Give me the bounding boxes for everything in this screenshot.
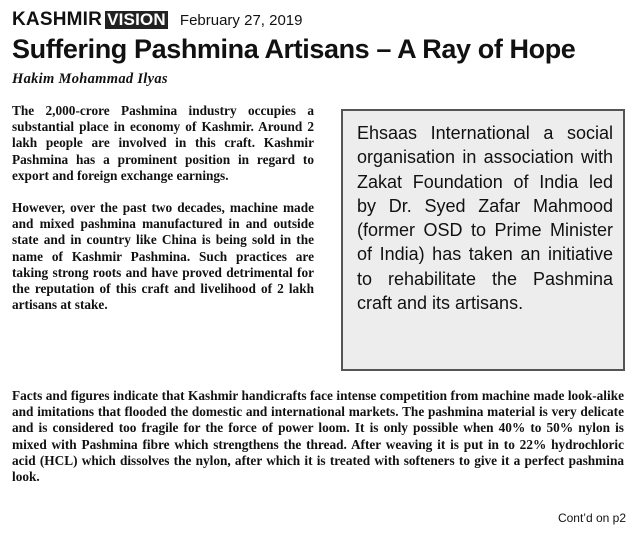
- article-byline: Hakim Mohammad Ilyas: [12, 71, 168, 87]
- article-left-column: [12, 103, 314, 329]
- masthead: [12, 8, 302, 32]
- logo-word-kashmir: KASHMIR: [12, 9, 103, 30]
- article-headline: Suffering Pashmina Artisans – A Ray of Hope: [12, 34, 576, 64]
- publication-logo: [12, 9, 168, 31]
- logo-word-vision: VISION: [107, 10, 166, 29]
- paragraph-intro: The 2,000-crore Pashmina industry occupies a substantial place in economy of Kashmir. Around 2 lakh people are involved in this craft. Kashmir Pashmina has a prominent position in regard to export and foreign exchange earnings.: [12, 103, 314, 183]
- paragraph-facts: Facts and figures indicate that Kashmir handicrafts face intense competition from machine made look-alike and imitations that flooded the domestic and international markets. The pashmina material is very delicate and is considered too fragile for the force of power loom. It is only possible when 40% to 50% nylon is mixed with Pashmina fibre which strengthens the thread. After weaving it is put in to 22% hydrochloric acid (HCL) which dissolves the nylon, after which it is treated with softeners to give it a perfect pashmina look.: [12, 388, 624, 485]
- paragraph-counterfeit: However, over the past two decades, machine made and mixed pashmina manufactured in and outside state and in country like China is being sold in the name of Kashmir Pashmina. Such practices are taking strong roots and have proved detrimental for the reputation of this craft and livelihood of 2 lakh artisans at stake.: [12, 200, 314, 313]
- pull-quote-box: Ehsaas International a social organisation in association with Zakat Foundation of India led by Dr. Syed Zafar Mahmood (former OSD to Prime Minister of India) has taken an initiative to rehabilitate the Pashmina craft and its artisans.: [341, 109, 625, 371]
- publication-date: February 27, 2019: [179, 11, 303, 29]
- continued-note: Cont’d on p2: [557, 511, 626, 525]
